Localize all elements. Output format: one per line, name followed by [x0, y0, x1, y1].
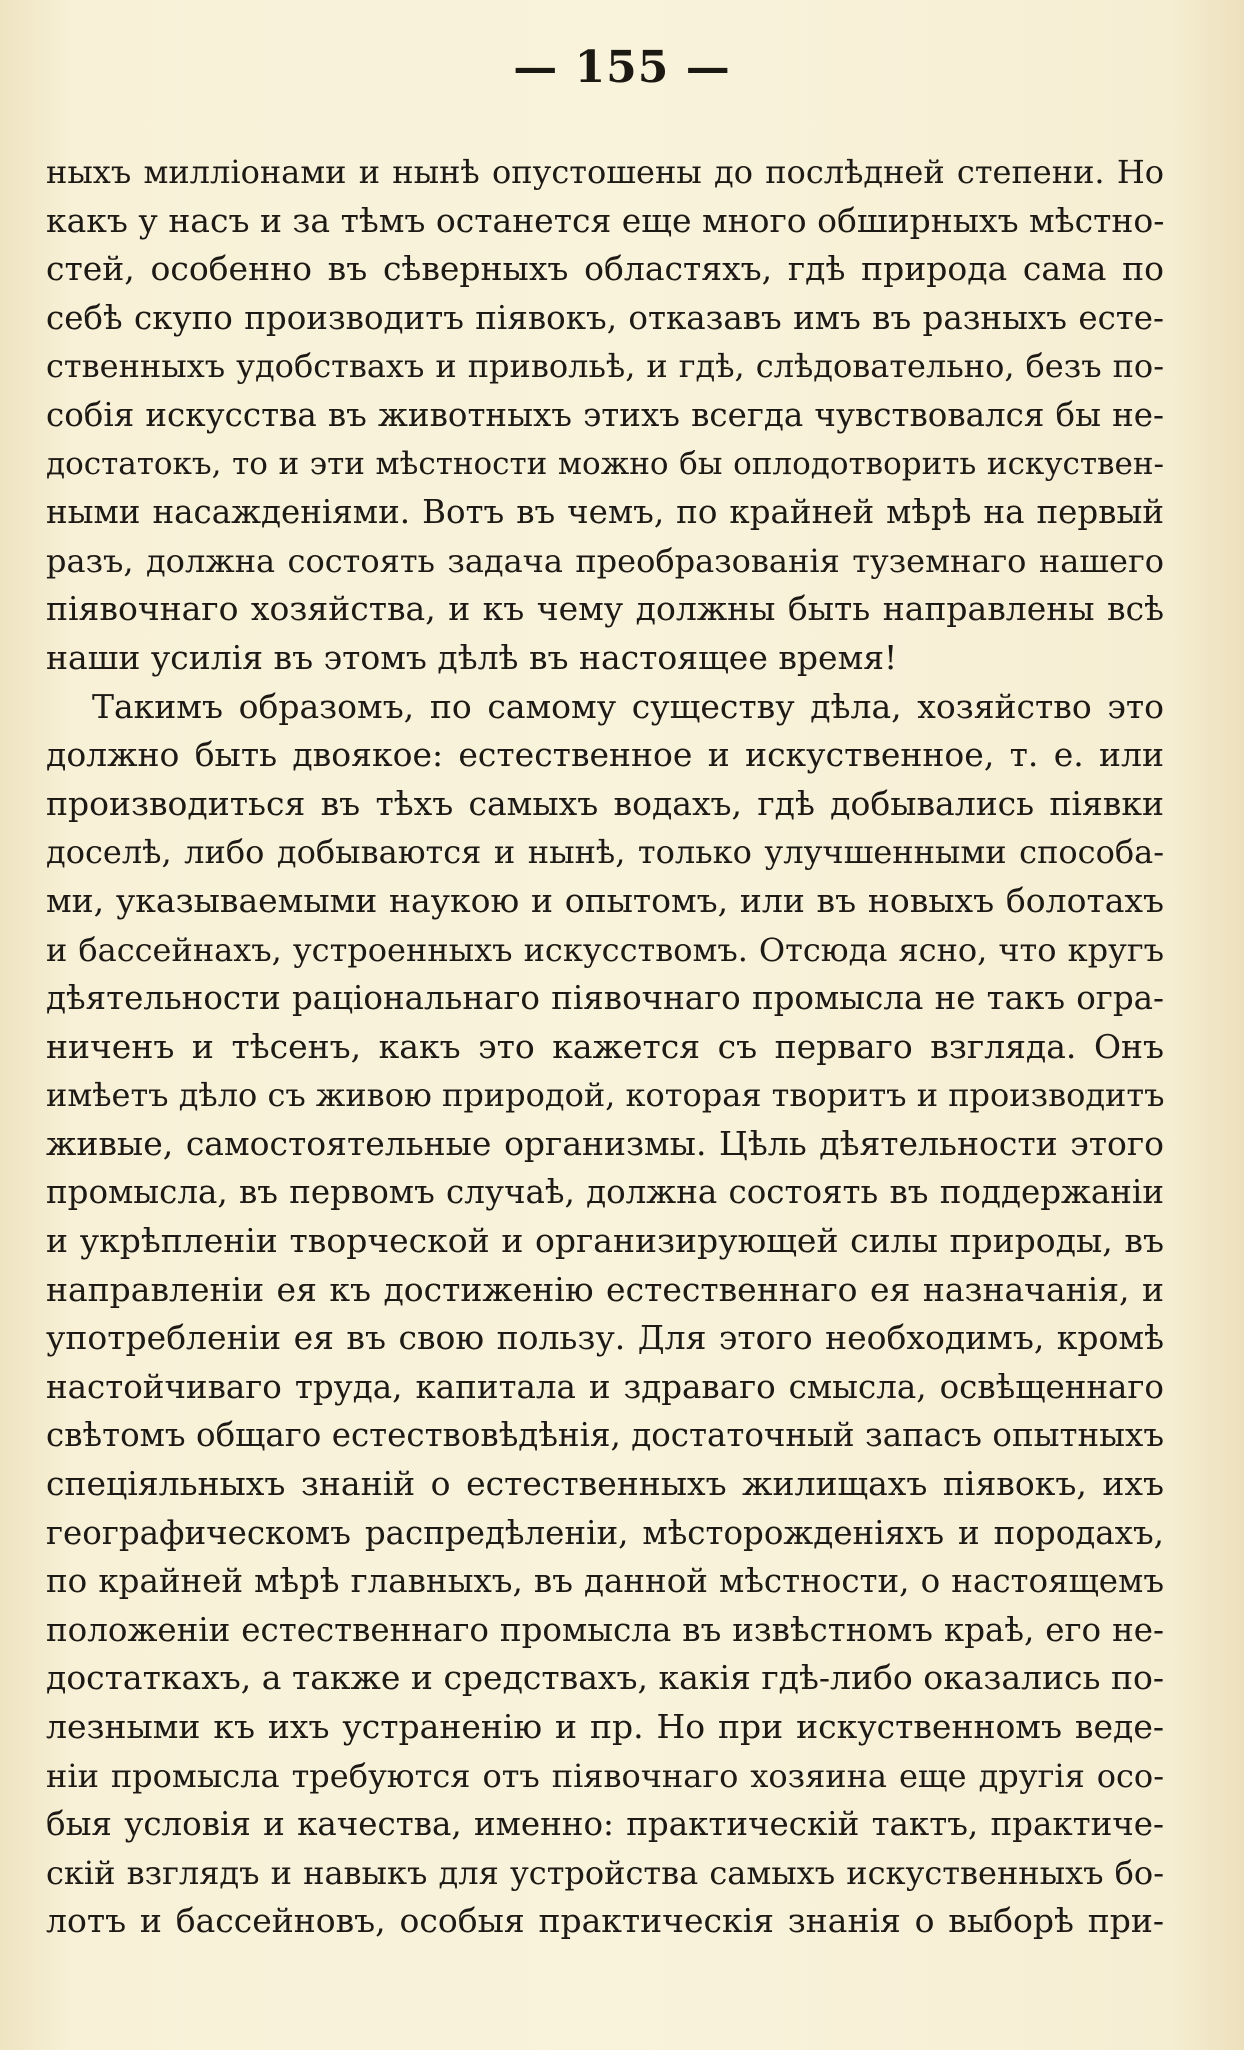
- text-line: промысла, въ первомъ случаѣ, должна состоять въ поддержаніи: [46, 1173, 1164, 1212]
- text-line: употребленіи ея въ свою пользу. Для этого необходимъ, кромѣ: [46, 1318, 1164, 1358]
- text-line: ныхъ милліонами и нынѣ опустошены до послѣдней степени. Но: [46, 153, 1164, 191]
- text-line: свѣтомъ общаго естествовѣдѣнія, достаточный запасъ опытныхъ: [46, 1416, 1164, 1455]
- text-line: доселѣ, либо добываются и нынѣ, только улучшенными способа-: [46, 833, 1164, 872]
- text-line: положеніи естественнаго промысла въ извѣстномъ краѣ, его не-: [46, 1610, 1164, 1649]
- text-line: ниченъ и тѣсенъ, какъ это кажется съ перваго взгляда. Онъ: [46, 1026, 1164, 1066]
- text-line: себѣ скупо производитъ піявокъ, отказавъ имъ въ разныхъ есте-: [46, 298, 1164, 337]
- page-number: — 155 —: [513, 42, 731, 93]
- text-line: лезными къ ихъ устраненію и пр. Но при искуственномъ веде-: [46, 1707, 1164, 1746]
- text-line: стей, особенно въ сѣверныхъ областяхъ, гдѣ природа сама по: [46, 249, 1164, 289]
- text-line: ственныхъ удобствахъ и привольѣ, и гдѣ, слѣдовательно, безъ по-: [46, 347, 1164, 386]
- text-line: достатокъ, то и эти мѣстности можно бы оплодотворить искуствен-: [46, 445, 1164, 482]
- text-line: направленіи ея къ достиженію естественнаго ея назначанія, и: [46, 1269, 1164, 1309]
- text-line: собія искусства въ животныхъ этихъ всегда чувствовался бы не-: [46, 395, 1164, 434]
- body-text: [46, 148, 1164, 1946]
- text-line: скій взглядъ и навыкъ для устройства самыхъ искуственныхъ бо-: [46, 1853, 1164, 1892]
- text-line: живые, самостоятельные организмы. Цѣль дѣятельности этого: [46, 1123, 1164, 1163]
- text-line: имѣетъ дѣло съ живою природой, которая творитъ и производитъ: [46, 1076, 1164, 1115]
- text-line: достаткахъ, а также и средствахъ, какія гдѣ-либо оказались по-: [46, 1658, 1164, 1698]
- text-line: и бассейнахъ, устроенныхъ искусствомъ. Отсюда ясно, что кругъ: [46, 930, 1164, 969]
- text-line: ными насажденіями. Вотъ въ чемъ, по крайней мѣрѣ на первый: [46, 493, 1164, 532]
- text-line: ми, указываемыми наукою и опытомъ, или въ новыхъ болотахъ: [46, 880, 1164, 920]
- text-line: спеціяльныхъ знаній о естественныхъ жилищахъ піявокъ, ихъ: [46, 1464, 1164, 1504]
- text-line: дѣятельности раціональнаго піявочнаго промысла не такъ огра-: [46, 979, 1164, 1018]
- text-line: должно быть двоякое: естественное и искуственное, т. е. или: [46, 735, 1164, 775]
- text-line: географическомъ распредѣленіи, мѣсторожденіяхъ и породахъ,: [46, 1513, 1164, 1552]
- paragraph-start-line: Такимъ образомъ, по самому существу дѣла, хозяйство это: [92, 686, 1164, 726]
- text-line: піявочнаго хозяйства, и къ чему должны быть направлены всѣ: [46, 589, 1164, 629]
- text-line: разъ, должна состоять задача преобразованія туземнаго нашего: [46, 541, 1164, 580]
- text-line: какъ у насъ и за тѣмъ останется еще много обширныхъ мѣстно-: [46, 200, 1164, 240]
- text-line: быя условія и качества, именно: практическій тактъ, практиче-: [46, 1805, 1164, 1844]
- text-line: и укрѣпленіи творческой и организирующей силы природы, въ: [46, 1221, 1164, 1261]
- text-line: настойчиваго труда, капитала и здраваго смысла, освѣщеннаго: [46, 1367, 1164, 1406]
- paragraph-end-line: наши усилія въ этомъ дѣлѣ въ настоящее время!: [46, 637, 898, 677]
- text-line: производиться въ тѣхъ самыхъ водахъ, гдѣ добывались піявки: [46, 783, 1164, 823]
- text-line: лотъ и бассейновъ, особыя практическія знанія о выборѣ при-: [46, 1901, 1164, 1941]
- text-line: по крайней мѣрѣ главныхъ, въ данной мѣстности, о настоящемъ: [46, 1562, 1164, 1601]
- text-line: ніи промысла требуются отъ піявочнаго хозяина еще другія осо-: [46, 1756, 1164, 1795]
